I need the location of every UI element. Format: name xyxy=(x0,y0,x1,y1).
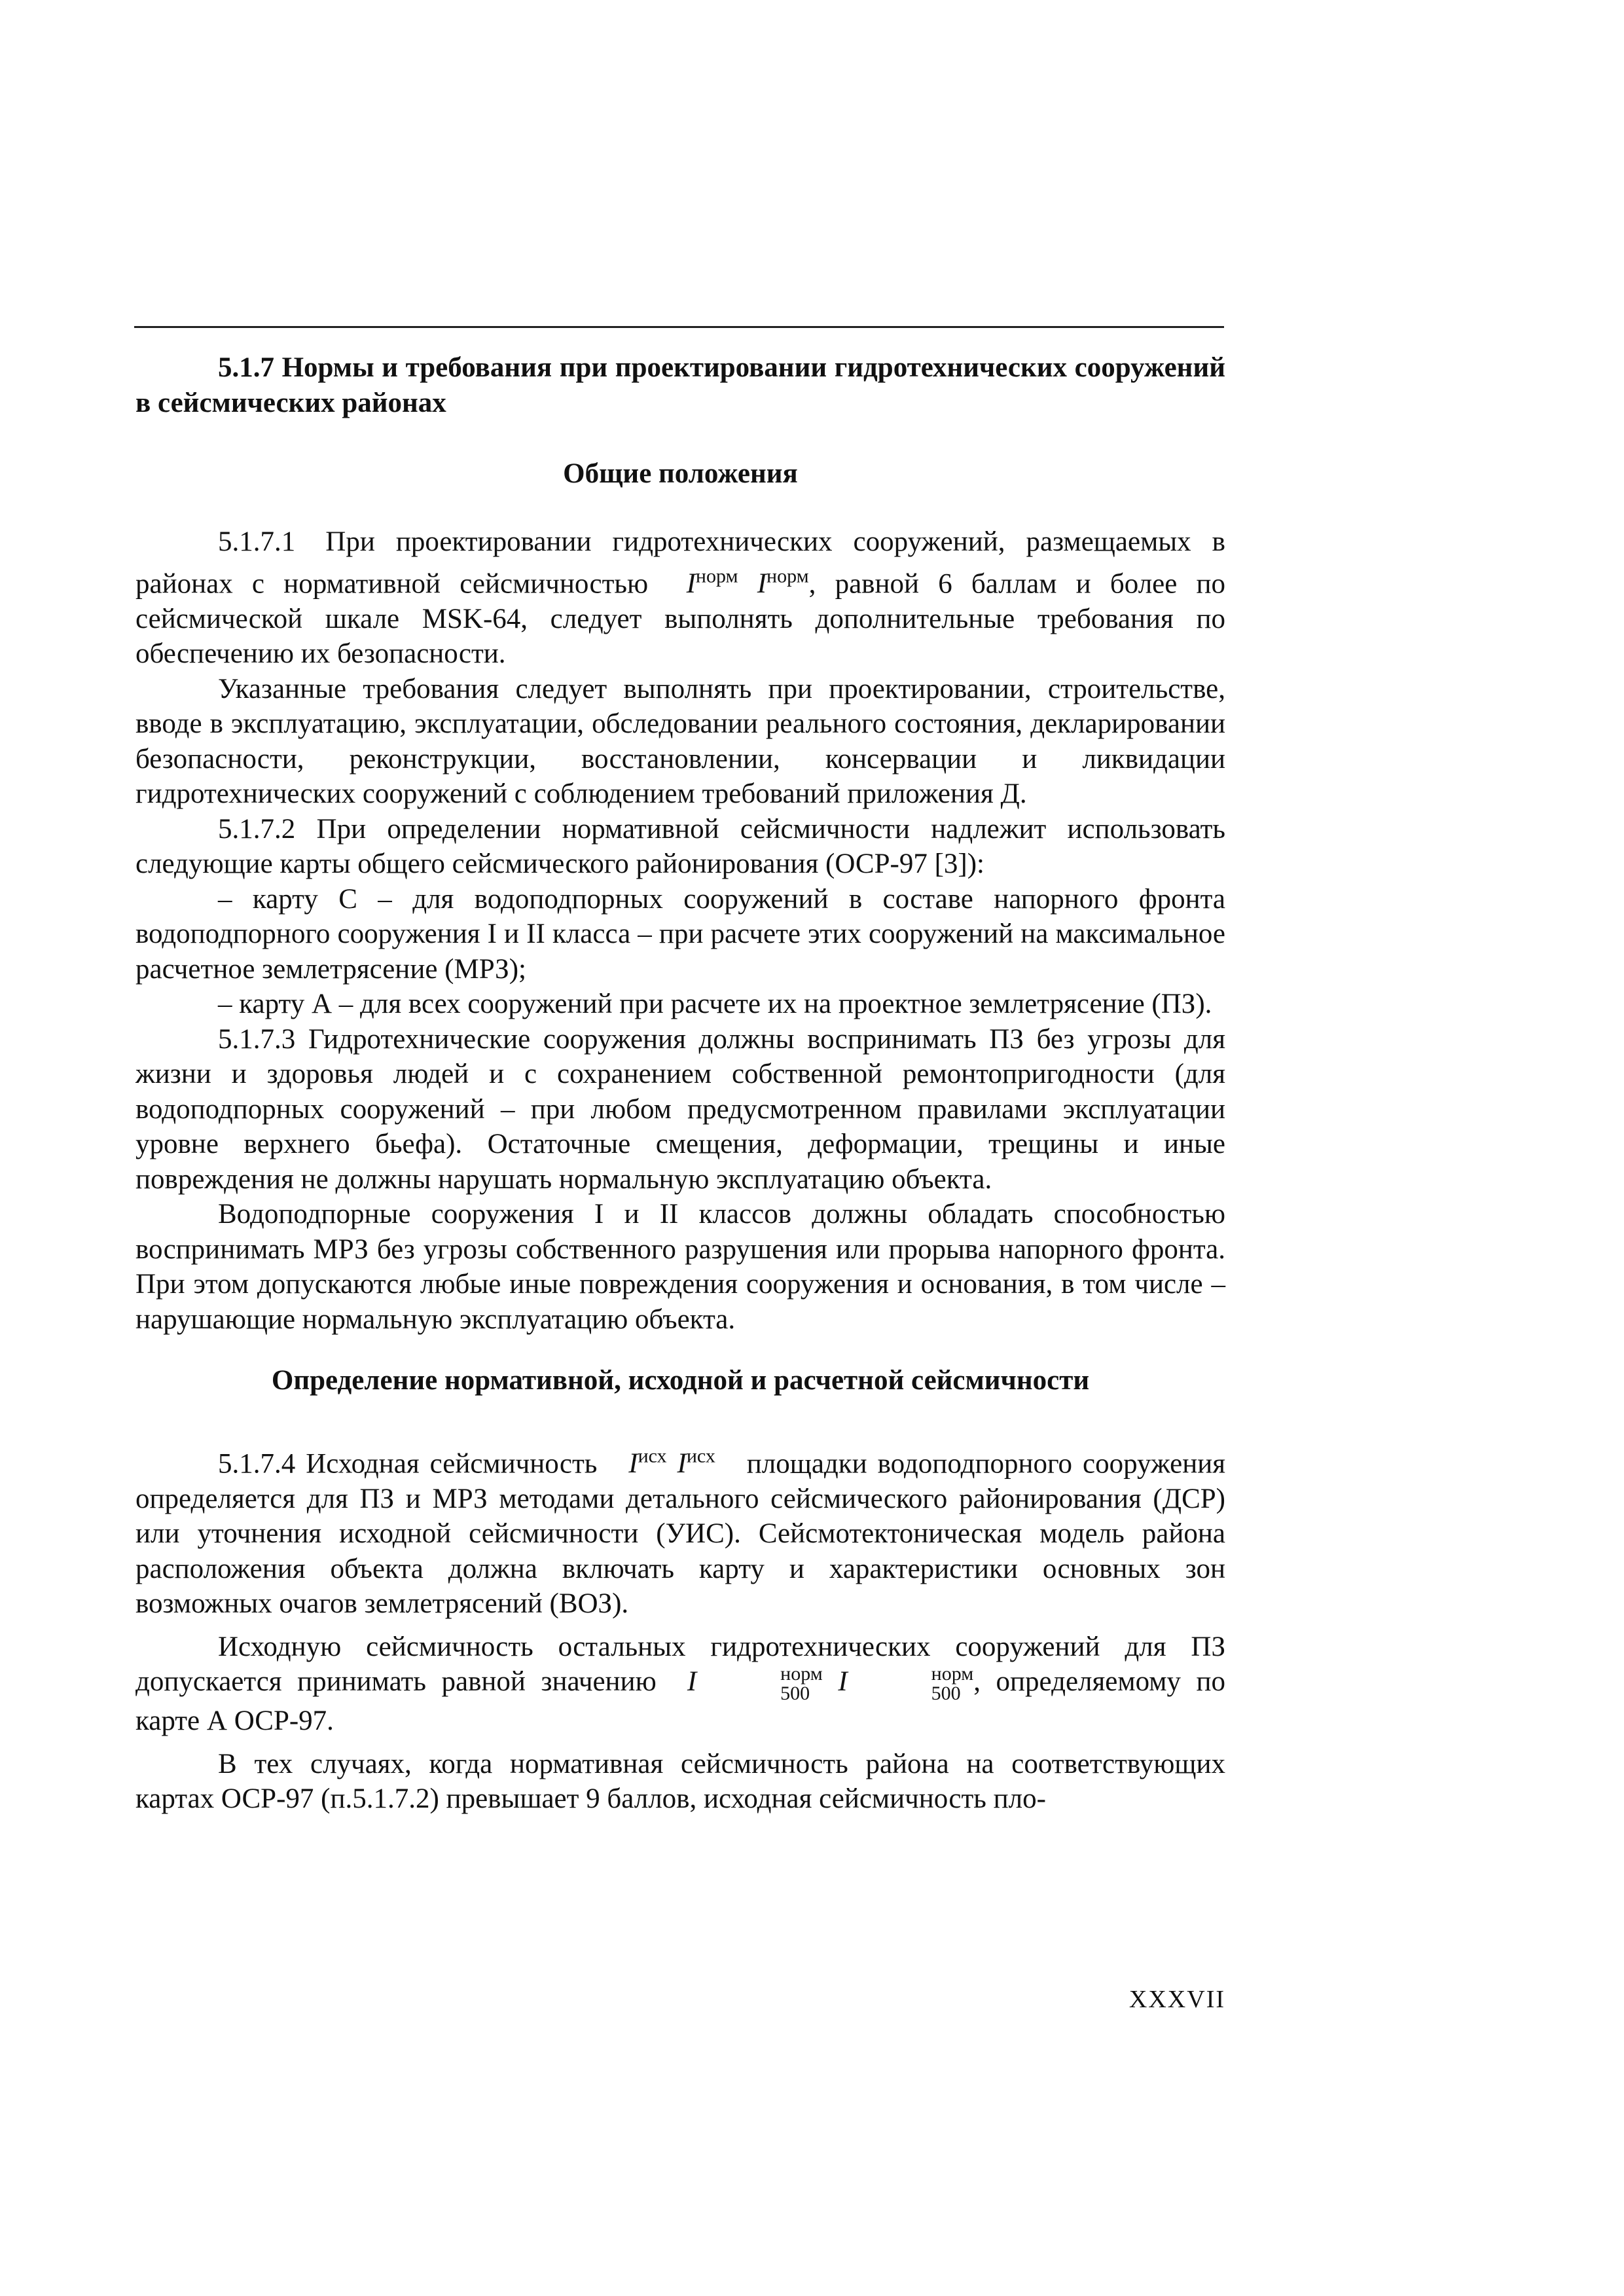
paragraph-text: 5.1.7.4 Исходная сейсмичность xyxy=(218,1448,598,1480)
formula-symbol: I xyxy=(686,568,696,600)
paragraph-5-1-7-3: 5.1.7.3 Гидротехнические сооружения должны воспринимать ПЗ без угрозы для жизни и здоровья людей и с сохранением собственной ремонтопригодности (для водоподпорных сооружений – при любом предусмотренном правилами эксплуатации уровне верхнего бьефа). Остаточные смещения, деформации, трещины и иные повреждения не должны нарушать нормальную эксплуатацию объекта. xyxy=(135,1023,1225,1195)
formula-subscript: 500 xyxy=(931,1683,961,1705)
formula-index-stack xyxy=(849,1664,974,1704)
paragraph-text: , определяемому по карте А ОСР-97. xyxy=(135,1666,1226,1737)
section-heading: 5.1.7 Нормы и требования при проектировании гидротехнических сооружений в сейсмических районах xyxy=(135,352,1225,418)
formula-symbol: I xyxy=(677,1448,687,1480)
top-rule xyxy=(134,326,1224,328)
paragraph-5-1-7-1 xyxy=(135,524,1225,672)
list-item-map-a: – карту А – для всех сооружений при расчете их на проектное землетрясение (ПЗ). xyxy=(218,989,1212,1020)
formula-index-stack xyxy=(698,1664,823,1704)
formula-superscript: норм xyxy=(931,1663,974,1685)
formula-symbol: I xyxy=(628,1448,638,1480)
paragraph-water-retaining: Водоподпорные сооружения I и II классов должны обладать способностью воспринимать МРЗ без угрозы собственного разрушения или прорыва напорного фронта. При этом допускаются любые иные повреждения сооружения и основания, в том числе – нарушающие нормальную эксплуатацию объекта. xyxy=(135,1199,1225,1335)
paragraph-exceeds-9: В тех случаях, когда нормативная сейсмичность района на соответствующих картах ОСР-97 (п.5.1.7.2) превышает 9 баллов, исходная сейсмичность пло- xyxy=(135,1748,1225,1815)
formula-i-norm xyxy=(667,568,808,599)
paragraph-number: 5.1.7.1 xyxy=(218,526,296,557)
formula-superscript: норм xyxy=(767,566,809,587)
formula-i-iskh xyxy=(607,1445,736,1480)
formula-symbol: I xyxy=(838,1666,848,1698)
paragraph-text: площадки водоподпорного сооружения определяется для ПЗ и МРЗ методами детального сейсмического районирования (ДСР) или уточнения исходной сейсмичности (УИС). Сейсмотектоническая модель района расположения объекта должна включать карту и характеристики основных зон возможных очагов землетрясений (ВОЗ). xyxy=(135,1448,1225,1620)
formula-i-norm-500 xyxy=(672,1663,974,1705)
subheading-definition: Определение нормативной, исходной и расчетной сейсмичности xyxy=(271,1365,1090,1396)
formula-symbol: I xyxy=(687,1666,697,1698)
list-item-map-c: – карту С – для водоподпорных сооружений в составе напорного фронта водоподпорного сооружения I и II класса – при расчете этих сооружений на максимальное расчетное землетрясение (МРЗ); xyxy=(135,883,1225,985)
formula-superscript: норм xyxy=(695,566,738,587)
formula-superscript: исх xyxy=(638,1445,667,1467)
document-page xyxy=(135,350,1225,1817)
paragraph-initial-seismicity xyxy=(135,1630,1225,1739)
subheading-general: Общие положения xyxy=(563,458,798,489)
formula-superscript: норм xyxy=(780,1663,823,1685)
page-number: XXXVII xyxy=(1128,1986,1225,2013)
paragraph-5-1-7-2: 5.1.7.2 При определении нормативной сейсмичности надлежит использовать следующие карты общего сейсмического районирования (ОСР-97 [3]): xyxy=(135,813,1225,880)
formula-subscript: 500 xyxy=(780,1683,810,1705)
paragraph-text: Исходную сейсмичность остальных гидротехнических сооружений для ПЗ допускается принимать равной значению xyxy=(135,1631,1225,1698)
formula-superscript: исх xyxy=(686,1445,715,1467)
paragraph-requirements: Указанные требования следует выполнять при проектировании, строительстве, вводе в эксплуатацию, эксплуатации, обследовании реального состояния, декларировании безопасности, реконструкции, восстановлении, консервации и ликвидации гидротехнических сооружений с соблюдением требований приложения Д. xyxy=(135,673,1225,810)
paragraph-5-1-7-4 xyxy=(135,1439,1225,1622)
paragraph-text: , равной 6 баллам и более по сейсмической шкале MSK-64, следует выполнять дополнительные требования по обеспечению их безопасности. xyxy=(135,568,1226,670)
formula-symbol: I xyxy=(757,568,767,600)
paragraph-text: При проектировании гидротехнических сооружений, размещаемых в районах с нормативной сейсмичностью xyxy=(135,526,1225,600)
